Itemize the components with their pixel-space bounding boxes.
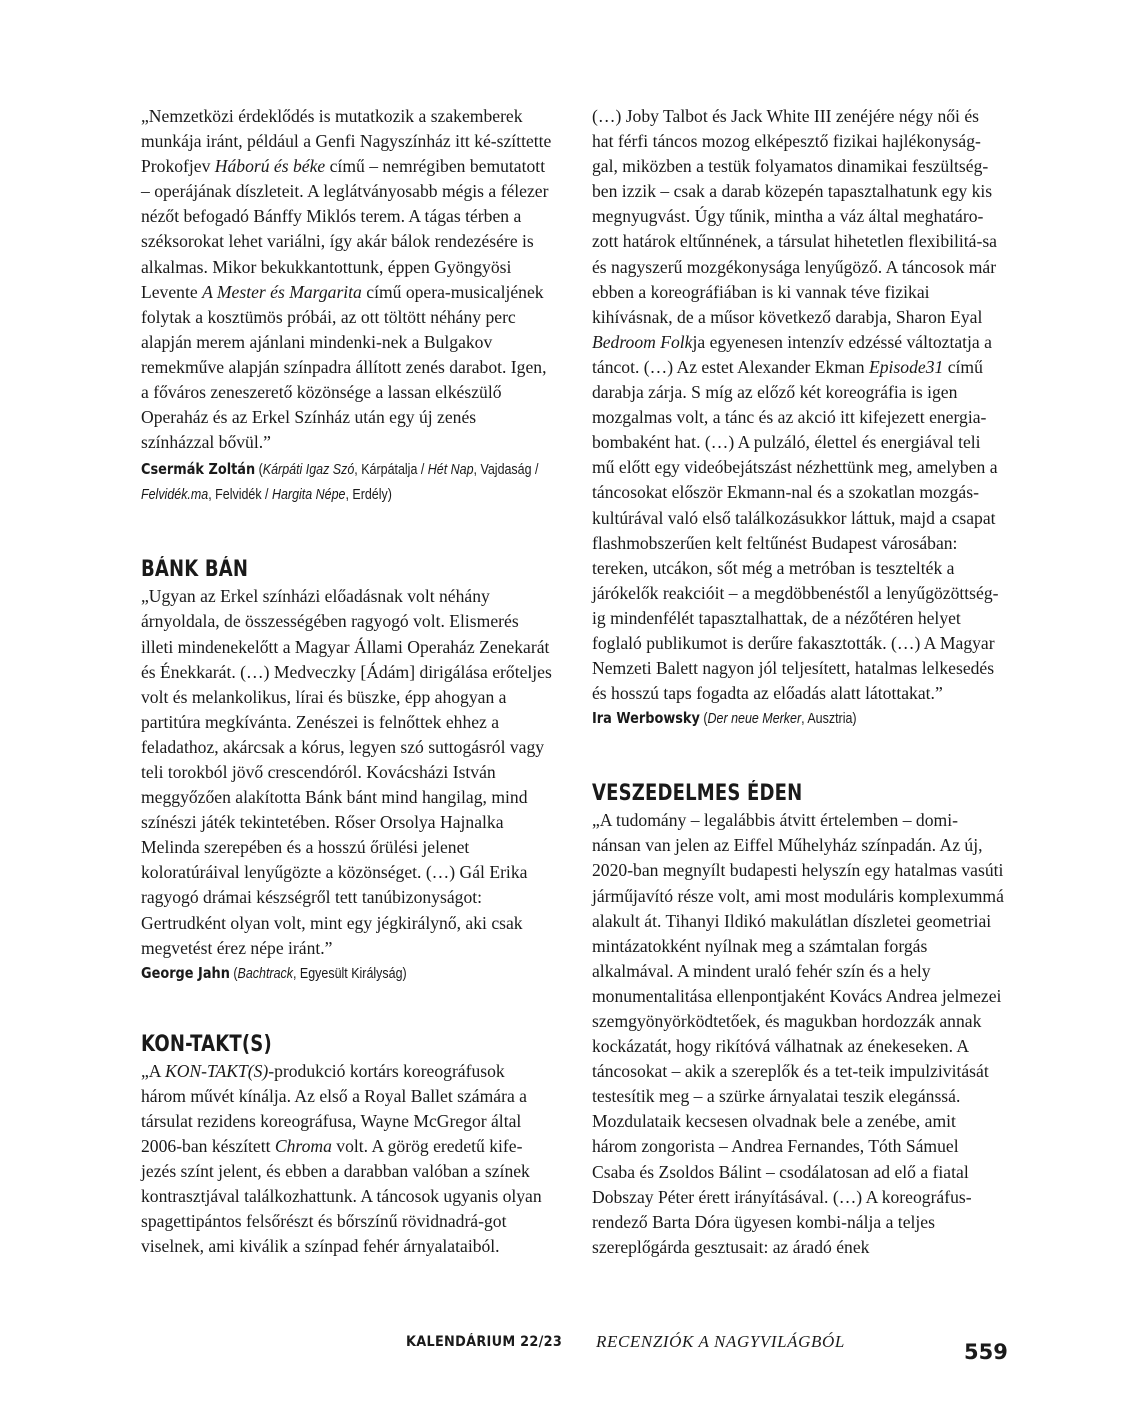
credit-author: Csermák Zoltán [141, 460, 256, 479]
review-text: volt. A görög eredetű kife-jezés színt jelent, és ebben a darabban valóban a színek kontrasztjával találkozhattunk. A táncosok ugyanis olyan spagettipántos felsőrészt és bőrszínű rövidnadrá-got viselnek, ami kiválik a színpad fehér árnyalataiból. [141, 1136, 542, 1257]
work-title: A Mester és Margarita [202, 281, 362, 302]
kontakts-review-continued [592, 104, 1004, 706]
credit-publication: Der neue Merker [707, 711, 802, 728]
credit-punct: ( [229, 965, 238, 982]
section-heading-kontakts: KON-TAKT(S) [141, 1031, 272, 1057]
credit-punct: ( [699, 711, 708, 728]
work-title: Bedroom Folk [592, 331, 693, 352]
credit-location: , Erdély) [345, 487, 392, 504]
quote-text: című – nemrégiben bemutatott – operájának díszleteit. A leglátványosabb mégis a félezer nézőt befogadó Bánffy Miklós terem. A tágas térben a széksorokat lehet variálni, így akár bálok rendezésére is alkalmas. Mikor bekukkantottunk, éppen Gyöngyösi Levente [141, 156, 549, 302]
work-title: Chroma [274, 1136, 332, 1156]
review-text: „A [141, 1060, 165, 1081]
intro-credit [141, 457, 552, 508]
credit-publication: Kárpáti Igaz Szó [262, 462, 355, 479]
credit-publication: Felvidék.ma [141, 487, 209, 504]
credit-location: , Kárpátalja / [354, 462, 428, 479]
credit-location: , Ausztria) [801, 711, 857, 728]
credit-author: George Jahn [141, 963, 230, 982]
section-heading-veszedelmes-eden: VESZEDELMES ÉDEN [592, 781, 803, 807]
credit-location: , Felvidék / [208, 487, 272, 504]
section-heading-bank-ban: BÁNK BÁN [141, 557, 249, 583]
left-column [141, 104, 553, 1259]
credit-publication: Bachtrack [237, 965, 293, 982]
credit-publication: Hargita Népe [271, 487, 346, 504]
credit-punct: ( [255, 462, 263, 479]
review-text: -produkció kortárs koreográfusok három művét kínálja. Az első a Royal Ballet számára a társulat rezidens koreográfusa, Wayne McGregor által 2006-ban készített [141, 1060, 527, 1156]
quote-text: „Nemzetközi érdeklődés is mutatkozik a szakemberek munkája iránt, például a Genfi Nagyszínház itt ké-szíttette Prokofjev [141, 106, 552, 177]
veszedelmes-eden-review: „A tudomány – legalábbis átvitt értelemben – domi-nánsan van jelen az Eiffel Műhelyház színpadán. Az új, 2020-ban megnyílt budapesti helyszín egy hatalmas vasúti járműjavító része volt, ami most moduláris komplexummá alakult át. Tihanyi Ildikó makulátlan díszletei geometriai mintázatokként nyílnak meg a számtalan forgás alkalmával. A mindent uraló fehér szín és a hely monumentalitása ellenpontjaként Kovács Andrea jelmezei szemgyönyörködtetőek, és magukban hordozzák annak kockázatát, hogy rikítóvá válhatnak az énekeseken. A táncosokat – akik a szereplők és a tet-teik impulzivitását testesítik meg – a szürke árnyalatai teszik elegánssá. Mozdulataik kecsesen olvadnak bele a zenébe, amit három zongorista – Andrea Fernandes, Tóth Sámuel Csaba és Zsoldos Bálint – csodálatosan ad elő a fiatal Dobszay Péter érett irányításával. (…) A koreográfus-rendező Barta Dóra ügyesen kombi-nálja a teljes szereplőgárda gesztusait: az áradó ének [592, 810, 1004, 1257]
section-title: RECENZIÓK A NAGYVILÁGBÓL [596, 1332, 845, 1351]
magazine-name: KALENDÁRIUM 22/23 [406, 1334, 563, 1350]
page-footer [0, 1332, 1123, 1362]
credit-location: , Egyesült Királyság) [292, 965, 407, 982]
credit-publication: Hét Nap [427, 462, 474, 479]
review-text: című darabja zárja. S míg az előző két koreográfia is igen mozgalmas volt, a tánc és az akció itt kifejezett energia-bombaként hat. (…) A pulzáló, élettel és energiával teli mű előtt egy videóbejátszást nézhettünk meg, amelyben a táncosokat először Ekmann-nal és a szokatlan mozgás-kultúrával való első találkozásukkor láttuk, majd a csapat flashmobszerűen kelt feltűnést Budapest városában: tereken, utcákon, sőt még a metróban is tesztelték a járókelők reakcióit – a megdöbbenéstől a lenyűgözöttség-ig mindenfélét tapasztalhattak, de a nézőtéren helyet foglaló publikumot is derűre fakasztották. (…) A Magyar Nemzeti Balett nagyon jól teljesített, hatalmas lelkesedés és hosszú taps fogadta az előadás alatt látottakat.” [592, 356, 999, 704]
kontakts-credit [592, 706, 1003, 732]
bank-ban-review: „Ugyan az Erkel színházi előadásnak volt néhány árnyoldala, de összességében ragyogó volt. Elismerés illeti mindenekelőtt a Magyar Állami Operaház Zenekarát és Énekkarát. (…) Medveczky [Ádám] dirigálása erőteljes volt és melankolikus, lírai és büszke, épp ahogyan a partitúra megkívánta. Zenészei is felnőttek ehhez a feladathoz, akárcsak a kórus, legyen szó suttogásról vagy teli torokból jövő crescendóról. Kovácsházi István meggyőzően alakította Bánk bánt mind hangilag, mind színészi játék tekintetében. Rőser Orsolya Hajnalka Melinda szerepében és a hosszú őrülési jelenet koloratúráival lenyűgözte a közönséget. (…) Gál Erika ragyogó drámai készségről tett tanúbizonyságot: Gertrudként olyan volt, mint egy jégkirálynő, aki csak megvetést érez népe iránt.” [141, 586, 552, 958]
page-number: 559 [964, 1340, 1008, 1364]
work-title: Háború és béke [214, 156, 326, 177]
review-text: (…) Joby Talbot és Jack White III zenéjére négy női és hat férfi táncos mozog elképesztő fizikai hajlékonyság-gal, miközben a testük folyamatos dinamikai feszültség-ben izzik – csak a darab közepén tapasztalhatunk egy kis megnyugvást. Úgy tűnik, mintha a váz által meghatáro-zott határok eltűnnének, a társulat hihetetlen flexibilitá-sa és nagyszerű mozgékonysága lenyűgöző. A táncosok már ebben a koreográfiában is ki vannak téve fizikai kihívásnak, de a műsor következő darabja, Sharon Eyal [592, 106, 997, 327]
review-text: ja egyenesen intenzív edzéssé változtatja a táncot. (…) Az estet Alexander Ekman [592, 331, 992, 377]
bank-ban-credit [141, 961, 552, 987]
credit-author: Ira Werbowsky [592, 709, 700, 728]
work-title: Episode31 [869, 356, 944, 377]
intro-quote [141, 104, 553, 455]
right-column [592, 104, 1004, 1260]
quote-text: című opera-musicaljének folytak a kosztümös próbái, az ott töltött néhány perc alapján merem ajánlani mindenki-nek a Bulgakov remekműve alapján színpadra állított zenés darabot. Igen, a főváros zeneszerető közönsége a lassan elkészülő Operaház és az Erkel Színház után egy új zenés színházzal bővül.” [141, 281, 547, 453]
kontakts-review [141, 1059, 553, 1260]
credit-location: , Vajdaság / [473, 462, 539, 479]
work-title: KON-TAKT(S) [164, 1060, 269, 1081]
